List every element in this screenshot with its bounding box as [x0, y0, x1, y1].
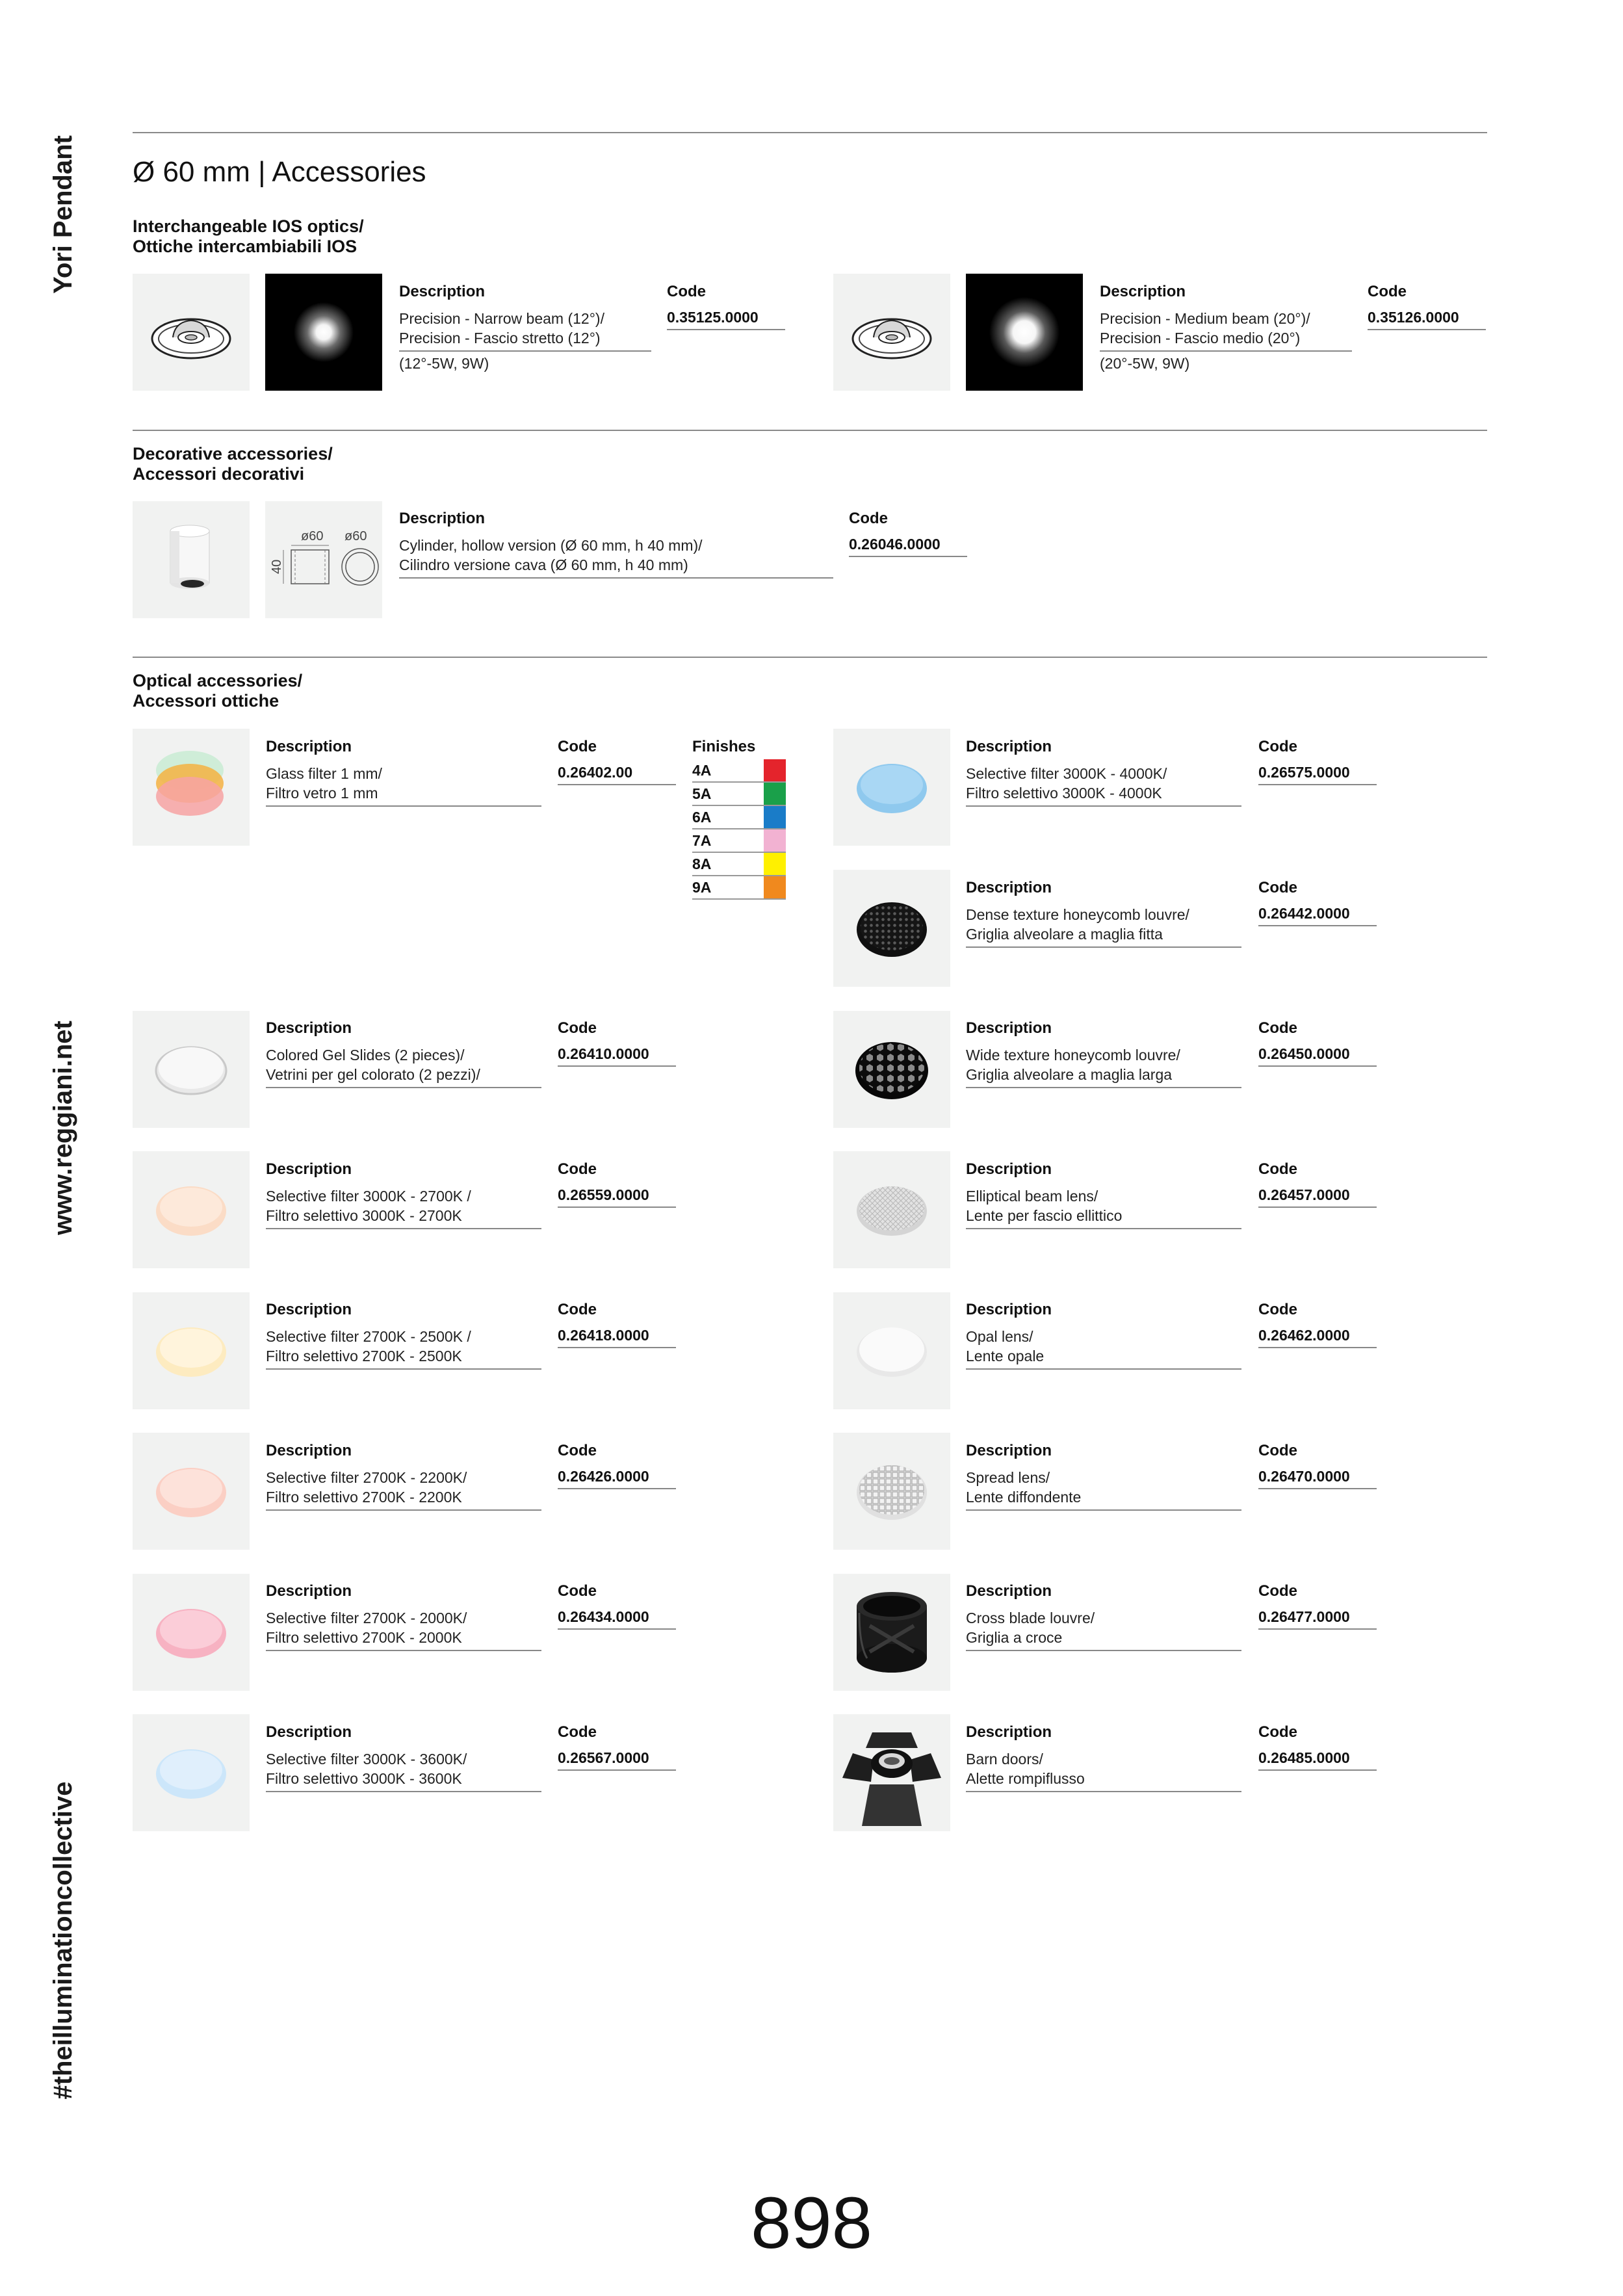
finish-swatch-9a	[764, 876, 786, 898]
right-6-description-label: Description	[966, 1442, 1052, 1459]
left-5-code-label: Code	[558, 1582, 597, 1600]
elliptical-lens-image	[833, 1151, 950, 1268]
right-1-description-label: Description	[966, 738, 1052, 755]
right-1-code-label: Code	[1258, 738, 1297, 755]
finish-row-5a: 5A	[692, 783, 786, 806]
ios-2-code-label: Code	[1368, 283, 1407, 300]
right-8-code-label: Code	[1258, 1723, 1297, 1741]
barn-doors-image	[833, 1714, 950, 1831]
ios-optic-20-beam-image	[966, 274, 1083, 391]
right-4-code-label: Code	[1258, 1160, 1297, 1178]
glass-filter-image	[133, 729, 250, 846]
right-6-code-label: Code	[1258, 1442, 1297, 1459]
ios-2-code: 0.35126.0000	[1368, 309, 1486, 330]
finish-swatch-8a	[764, 853, 786, 875]
finish-swatch-5a	[764, 783, 786, 805]
right-3-code-label: Code	[1258, 1019, 1297, 1037]
filter-3000-3600-image	[133, 1714, 250, 1831]
side-hashtag: #theilluminationcollective	[49, 1781, 77, 2100]
right-8-description-label: Description	[966, 1723, 1052, 1741]
right-1-description: Selective filter 3000K - 4000K/ Filtro selettivo 3000K - 4000K	[966, 764, 1241, 807]
finish-row-7a: 7A	[692, 829, 786, 853]
decorative-code-label: Code	[849, 510, 888, 527]
finish-row-8a: 8A	[692, 853, 786, 876]
finishes-label: Finishes	[692, 738, 756, 755]
ios-optic-12-beam-image	[265, 274, 382, 391]
side-website[interactable]: www.reggiani.net	[49, 1021, 77, 1235]
right-2-description-label: Description	[966, 879, 1052, 896]
right-5-code-label: Code	[1258, 1301, 1297, 1318]
finish-swatch-4a	[764, 759, 786, 781]
ios-1-code-label: Code	[667, 283, 706, 300]
right-7-description-label: Description	[966, 1582, 1052, 1600]
left-3-description-label: Description	[266, 1301, 352, 1318]
right-8-description: Barn doors/ Alette rompiflusso	[966, 1749, 1241, 1792]
left-3-description: Selective filter 2700K - 2500K / Filtro selettivo 2700K - 2500K	[266, 1327, 541, 1370]
glass-description: Glass filter 1 mm/ Filtro vetro 1 mm	[266, 764, 541, 807]
section-decorative-title: Decorative accessories/ Accessori decorativi	[133, 444, 333, 484]
left-2-code-label: Code	[558, 1160, 597, 1178]
left-1-description-label: Description	[266, 1019, 352, 1037]
dense-honeycomb-image	[833, 870, 950, 987]
filter-3000-2700-image	[133, 1151, 250, 1268]
section-rule-decorative	[133, 430, 1487, 431]
right-5-description: Opal lens/ Lente opale	[966, 1327, 1241, 1370]
right-7-description: Cross blade louvre/ Griglia a croce	[966, 1608, 1241, 1651]
ios-1-code: 0.35125.0000	[667, 309, 785, 330]
filter-2700-2200-image	[133, 1433, 250, 1550]
left-3-code-label: Code	[558, 1301, 597, 1318]
finish-swatch-7a	[764, 829, 786, 852]
ios-2-power: (20°-5W, 9W)	[1100, 355, 1190, 372]
left-5-description: Selective filter 2700K - 2000K/ Filtro selettivo 2700K - 2000K	[266, 1608, 541, 1651]
left-2-description-label: Description	[266, 1160, 352, 1178]
left-5-code: 0.26434.0000	[558, 1608, 676, 1630]
section-rule-optical	[133, 657, 1487, 658]
dimension-diameter-1: ø60	[301, 529, 324, 543]
glass-description-label: Description	[266, 738, 352, 755]
finish-row-6a: 6A	[692, 806, 786, 829]
opal-lens-image	[833, 1292, 950, 1409]
ios-1-description: Precision - Narrow beam (12°)/ Precision - Fascio stretto (12°)	[399, 309, 651, 352]
spread-lens-image	[833, 1433, 950, 1550]
left-4-code-label: Code	[558, 1442, 597, 1459]
left-3-code: 0.26418.0000	[558, 1327, 676, 1348]
right-3-description-label: Description	[966, 1019, 1052, 1037]
left-6-code-label: Code	[558, 1723, 597, 1741]
left-6-description-label: Description	[266, 1723, 352, 1741]
ios-2-description: Precision - Medium beam (20°)/ Precision - Fascio medio (20°)	[1100, 309, 1352, 352]
decorative-code: 0.26046.0000	[849, 536, 967, 557]
right-5-description-label: Description	[966, 1301, 1052, 1318]
left-5-description-label: Description	[266, 1582, 352, 1600]
ios-optic-12-image	[133, 274, 250, 391]
cylinder-image	[133, 501, 250, 618]
top-rule	[133, 132, 1487, 133]
left-4-code: 0.26426.0000	[558, 1468, 676, 1489]
gel-slides-image	[133, 1011, 250, 1128]
ios-2-description-label: Description	[1100, 283, 1186, 300]
ios-1-power: (12°-5W, 9W)	[399, 355, 489, 372]
filter-2700-2000-image	[133, 1574, 250, 1691]
glass-code-label: Code	[558, 738, 597, 755]
left-2-description: Selective filter 3000K - 2700K / Filtro selettivo 3000K - 2700K	[266, 1186, 541, 1229]
right-6-code: 0.26470.0000	[1258, 1468, 1377, 1489]
right-3-code: 0.26450.0000	[1258, 1045, 1377, 1067]
right-4-description: Elliptical beam lens/ Lente per fascio ellittico	[966, 1186, 1241, 1229]
right-3-description: Wide texture honeycomb louvre/ Griglia alveolare a maglia larga	[966, 1045, 1241, 1088]
side-product-name: Yori Pendant	[49, 135, 77, 294]
right-8-code: 0.26485.0000	[1258, 1749, 1377, 1771]
left-1-code-label: Code	[558, 1019, 597, 1037]
right-7-code-label: Code	[1258, 1582, 1297, 1600]
finish-swatch-6a	[764, 806, 786, 828]
filter-2700-2500-image	[133, 1292, 250, 1409]
decorative-description-label: Description	[399, 510, 486, 527]
left-2-code: 0.26559.0000	[558, 1186, 676, 1208]
right-2-description: Dense texture honeycomb louvre/ Griglia alveolare a maglia fitta	[966, 905, 1241, 948]
left-6-description: Selective filter 3000K - 3600K/ Filtro selettivo 3000K - 3600K	[266, 1749, 541, 1792]
section-ios-title: Interchangeable IOS optics/ Ottiche intercambiabili IOS	[133, 216, 364, 256]
finish-row-4a: 4A	[692, 759, 786, 783]
left-6-code: 0.26567.0000	[558, 1749, 676, 1771]
decorative-description: Cylinder, hollow version (Ø 60 mm, h 40 mm)/ Cilindro versione cava (Ø 60 mm, h 40 mm)	[399, 536, 833, 579]
finish-row-9a: 9A	[692, 876, 786, 900]
left-1-description: Colored Gel Slides (2 pieces)/ Vetrini per gel colorato (2 pezzi)/	[266, 1045, 541, 1088]
cylinder-dimension-drawing	[265, 501, 382, 618]
page-number: 898	[751, 2182, 872, 2263]
right-7-code: 0.26477.0000	[1258, 1608, 1377, 1630]
ios-optic-20-image	[833, 274, 950, 391]
right-5-code: 0.26462.0000	[1258, 1327, 1377, 1348]
left-1-code: 0.26410.0000	[558, 1045, 676, 1067]
right-2-code: 0.26442.0000	[1258, 905, 1377, 926]
page-title: Ø 60 mm | Accessories	[133, 156, 426, 188]
left-4-description-label: Description	[266, 1442, 352, 1459]
left-4-description: Selective filter 2700K - 2200K/ Filtro selettivo 2700K - 2200K	[266, 1468, 541, 1511]
wide-honeycomb-image	[833, 1011, 950, 1128]
dimension-diameter-2: ø60	[344, 529, 367, 543]
right-4-code: 0.26457.0000	[1258, 1186, 1377, 1208]
section-optical-title: Optical accessories/ Accessori ottiche	[133, 671, 303, 711]
filter-3000-4000-image	[833, 729, 950, 846]
dimension-height: 40	[270, 559, 284, 574]
ios-1-description-label: Description	[399, 283, 486, 300]
cross-blade-louvre-image	[833, 1574, 950, 1691]
right-2-code-label: Code	[1258, 879, 1297, 896]
right-6-description: Spread lens/ Lente diffondente	[966, 1468, 1241, 1511]
glass-code: 0.26402.00	[558, 764, 676, 785]
right-4-description-label: Description	[966, 1160, 1052, 1178]
right-1-code: 0.26575.0000	[1258, 764, 1377, 785]
